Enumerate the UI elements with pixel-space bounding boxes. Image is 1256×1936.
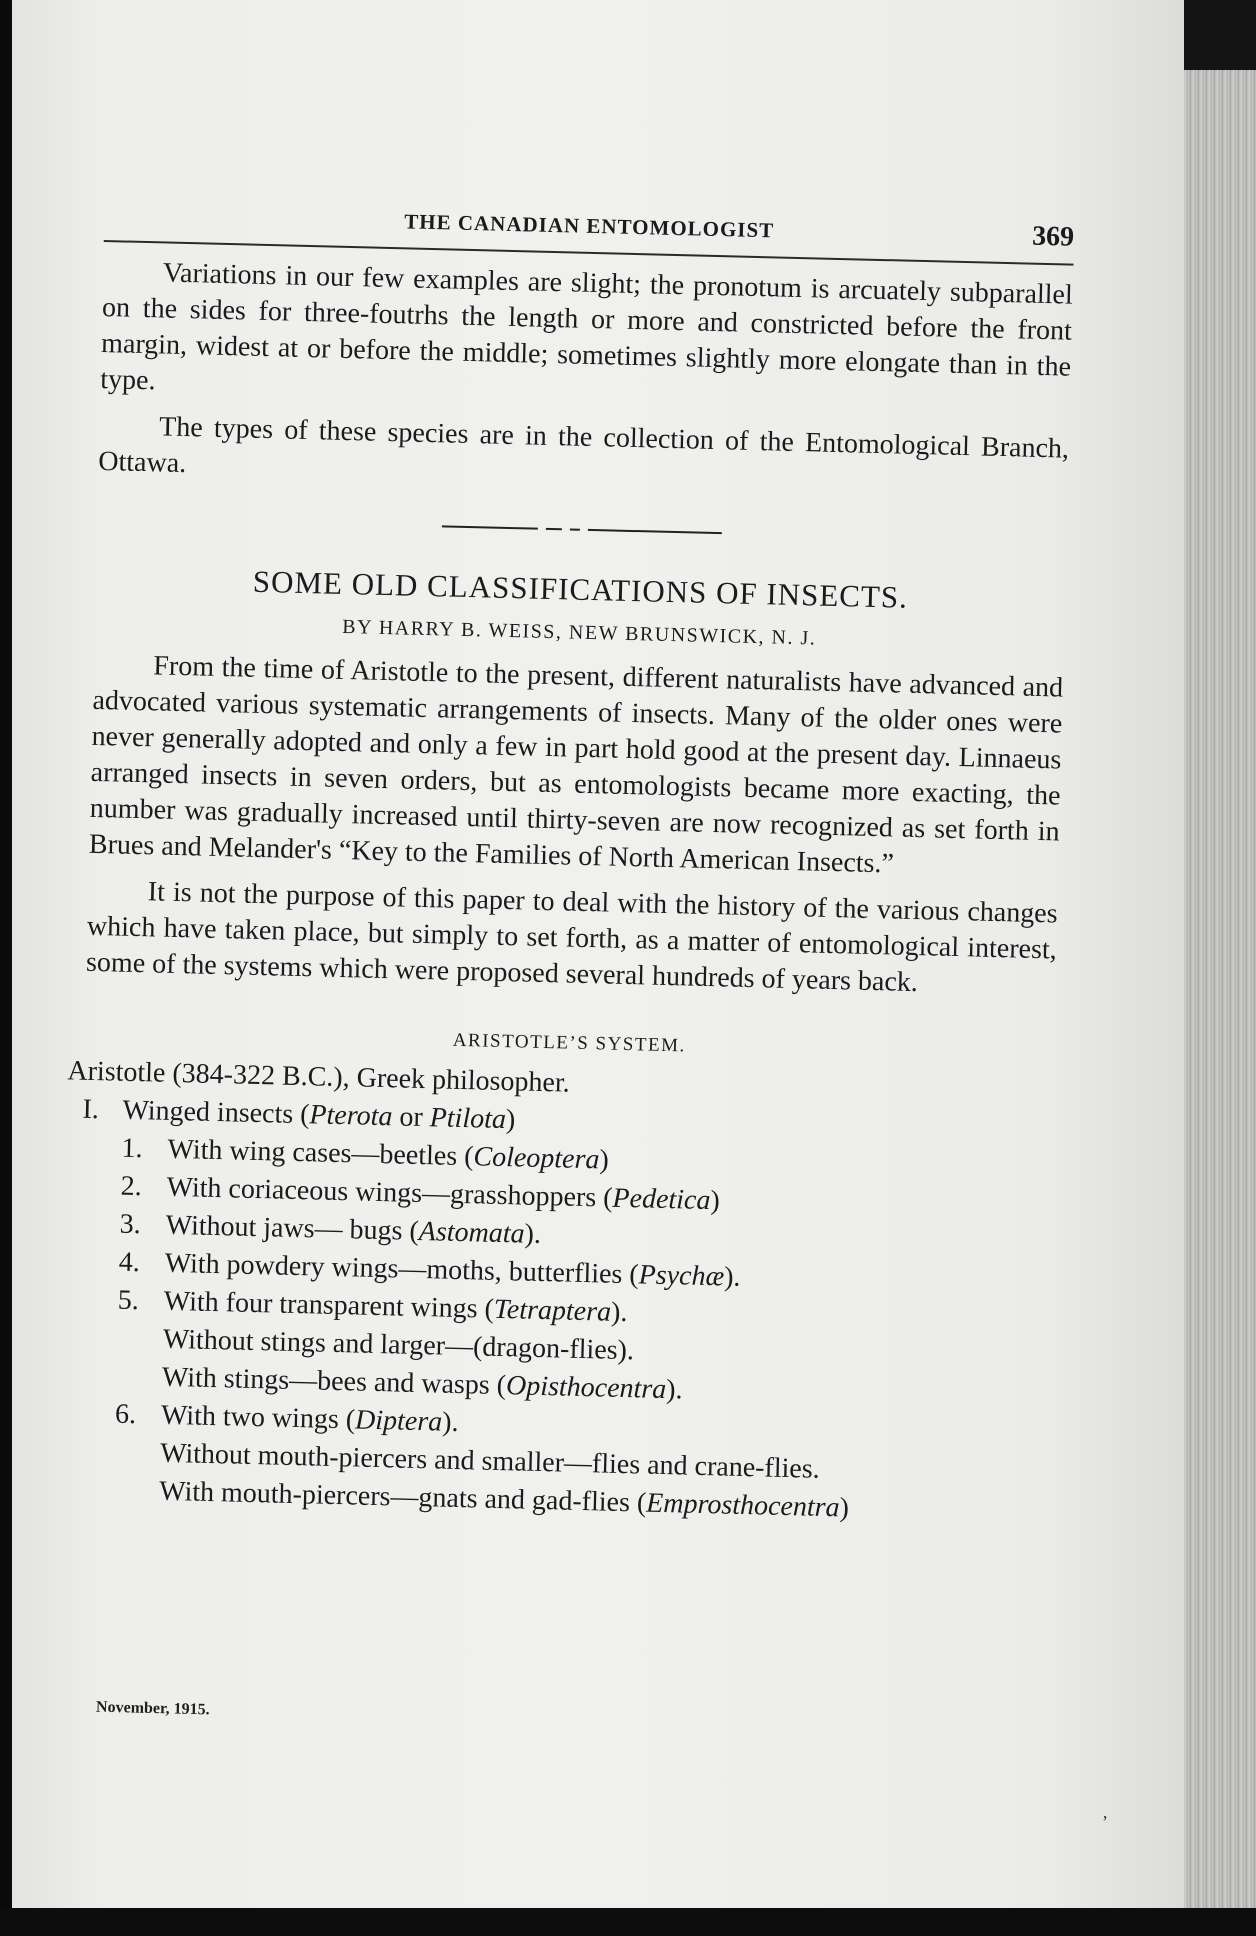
sub-item-latin: Emprosthocentra xyxy=(645,1487,840,1524)
page-edges xyxy=(1184,70,1256,1910)
stray-ink-mark: ’ xyxy=(1102,1812,1108,1832)
running-title: THE CANADIAN ENTOMOLOGIST xyxy=(404,209,775,243)
sub-item-end: ). xyxy=(665,1374,683,1406)
item-number: 3. xyxy=(119,1208,142,1241)
issue-date: November, 1915. xyxy=(95,1698,210,1719)
item-end: ). xyxy=(441,1406,459,1439)
group-or: or xyxy=(392,1101,431,1134)
group-close: ) xyxy=(505,1104,516,1136)
section-heading: ARISTOTLE’S SYSTEM. xyxy=(452,1029,686,1057)
item-end: ). xyxy=(610,1296,628,1329)
item-number: 4. xyxy=(118,1246,141,1279)
section-divider xyxy=(442,520,722,539)
article-title: SOME OLD CLASSIFICATIONS OF INSECTS. xyxy=(252,563,909,615)
sub-item: Without stings and larger—(dragon-flies). xyxy=(162,1323,635,1367)
item-latin: Tetraptera xyxy=(493,1293,612,1328)
paragraph-types: The types of these species are in the collection of the Entomological Branch, Ottawa. xyxy=(97,411,1070,480)
group-latin-1: Pterota xyxy=(309,1099,393,1133)
sub-item-text: With mouth-piercers—gnats and gad-flies ( xyxy=(158,1475,647,1519)
page-number: 369 xyxy=(1031,220,1075,253)
item-text: With two wings ( xyxy=(160,1399,356,1436)
item-text: With wing cases—beetles ( xyxy=(167,1133,474,1173)
sub-item-latin: Opisthocentra xyxy=(505,1370,667,1406)
article-byline: BY HARRY B. WEISS, NEW BRUNSWICK, N. J. xyxy=(342,615,817,650)
item-end: ). xyxy=(723,1261,741,1293)
book-gutter xyxy=(0,0,12,1936)
item-latin: Astomata xyxy=(418,1215,525,1250)
item-text: With four transparent wings ( xyxy=(163,1285,495,1325)
paragraph-variations: Variations in our few examples are slight; the pronotum is arcuately subparallel on the sides for three-foutrhs the length or more and constricted before the front margin, widest at or before the middle; sometimes slightly more elongate than in the type. xyxy=(99,257,1074,397)
item-end: ) xyxy=(710,1185,721,1217)
item-number: 5. xyxy=(117,1284,140,1317)
item-end: ) xyxy=(599,1144,610,1176)
page-content xyxy=(67,190,1075,1532)
paragraph-intro: From the time of Aristotle to the present, different naturalists have advanced and advocated various systematic arrangements of insects. Many of the older ones were never generally adopted and only a few in part hold good at the present day. Linnaeus arranged insects in seven orders, but as entomologists became more exacting, the number was gradually increased until thirty-seven are now recognized as set forth in Brues and Melander's “Key to the Families of North American Insects.” xyxy=(88,650,1064,880)
list-intro: Aristotle (384-322 B.C.), Greek philosopher. xyxy=(67,1055,571,1099)
item-number: 1. xyxy=(121,1132,143,1165)
group-text: Winged insects ( xyxy=(122,1094,310,1131)
item-latin: Psychæ xyxy=(638,1259,725,1293)
item-latin: Pedetica xyxy=(612,1182,711,1217)
bottom-shadow xyxy=(0,1908,1256,1936)
paragraph-purpose: It is not the purpose of this paper to deal with the history of the various changes which have taken place, but simply to set forth, as a matter of entomological interest, some of the systems which were proposed several hundreds of years back. xyxy=(85,876,1058,999)
sub-item-end: ) xyxy=(839,1492,850,1524)
item-number: 2. xyxy=(120,1170,143,1203)
item-text: Without jaws— bugs ( xyxy=(165,1209,420,1247)
sub-item: Without mouth-piercers and smaller—flies and crane-flies. xyxy=(159,1437,821,1485)
item-number: 6. xyxy=(114,1398,137,1431)
group-latin-2: Ptilota xyxy=(429,1102,507,1136)
item-latin: Diptera xyxy=(354,1404,443,1438)
item-end: ). xyxy=(524,1218,542,1250)
sub-item-text: With stings—bees and wasps ( xyxy=(161,1361,507,1402)
item-text: With coriaceous wings—grasshoppers ( xyxy=(166,1171,613,1214)
group-number: I. xyxy=(82,1093,100,1126)
item-text: With powdery wings—moths, butterflies ( xyxy=(164,1247,640,1291)
item-latin: Coleoptera xyxy=(473,1141,600,1176)
